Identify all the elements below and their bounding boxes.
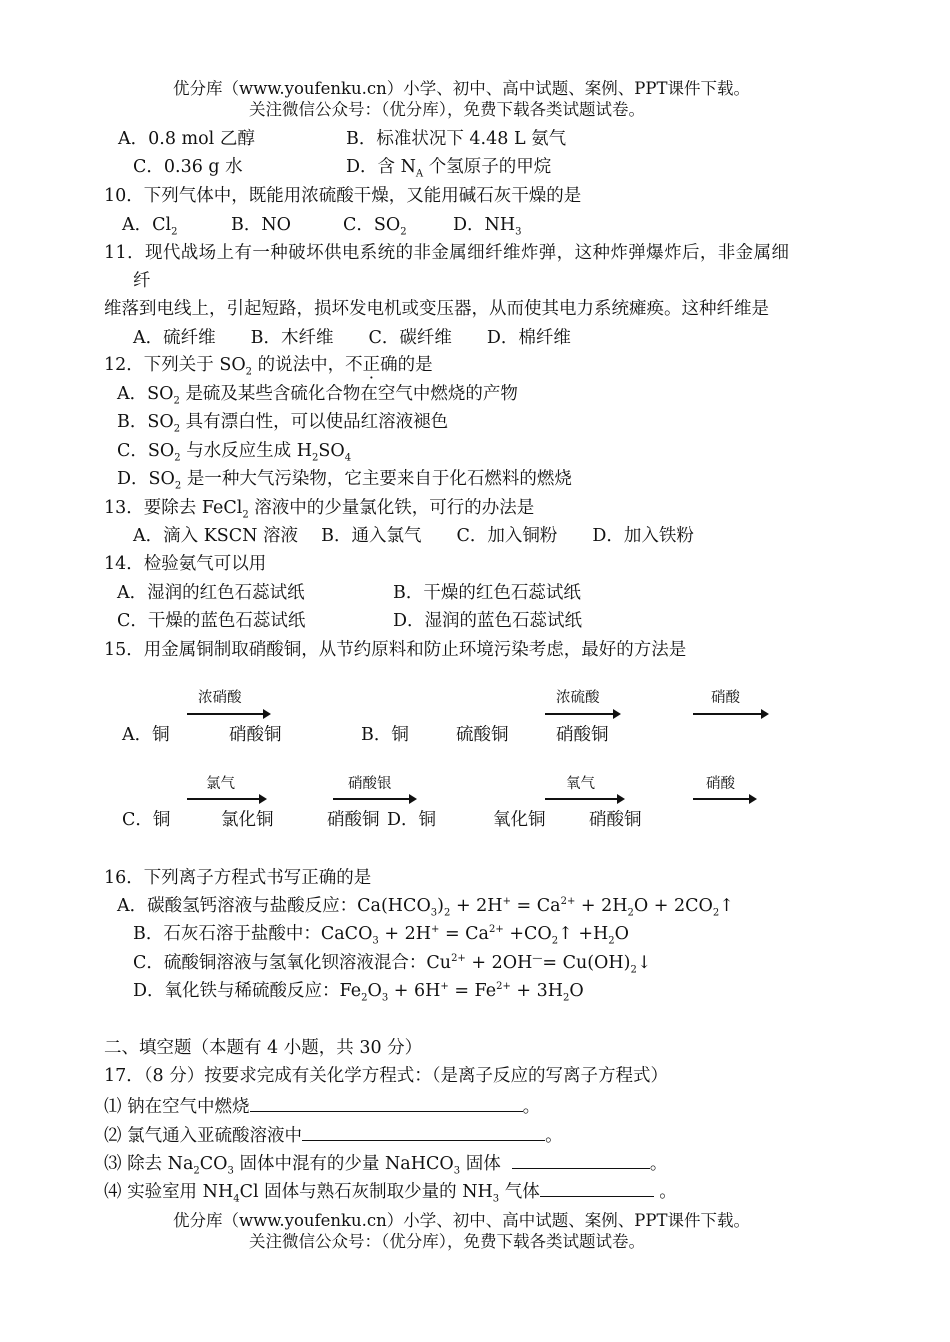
header-line-1: 优分库（www.youfenku.cn）小学、初中、高中试题、案例、PPT课件下载。 [173, 79, 750, 98]
q15-b-arrow-2 [693, 713, 767, 715]
q15-b-label: B．铜 [361, 725, 409, 745]
q12-option-c: C．$SO_2$ 与水反应生成 $H_2SO_4$ [117, 441, 352, 464]
q17-part-1: ⑴ 钠在空气中燃烧 。 [104, 1093, 540, 1118]
q9-option-c: C．0.36 g 水 [133, 157, 243, 177]
answer-blank-3[interactable] [512, 1150, 650, 1169]
q10-option-a: A．$Cl_2$ [122, 215, 178, 238]
q14-option-d: D．湿润的蓝色石蕊试纸 [393, 611, 583, 631]
q15-a-arrow [187, 713, 269, 715]
q11-stem-line-1: 11．现代战场上有一种破坏供电系统的非金属细纤维炸弹，这种炸弹爆炸后，非金属细 [104, 243, 790, 263]
q16-option-c: C．硫酸铜溶液与氢氧化钡溶液混合：$Cu^{2+} + 2OH^—=$ $Cu(OH)_2↓$ [133, 953, 652, 976]
header-line-2: 关注微信公众号：（优分库），免费下载各类试题试卷。 [249, 100, 645, 119]
q15-c-arrow1-label: 氯气 [206, 776, 235, 792]
footer-line-1: 优分库（www.youfenku.cn）小学、初中、高中试题、案例、PPT课件下载。 [173, 1211, 750, 1230]
q14-option-b: B．干燥的红色石蕊试纸 [393, 583, 581, 603]
q10-option-b: B．NO [231, 215, 292, 235]
emphasis-not-correct: 不正确 [345, 355, 398, 375]
q16-stem: 16．下列离子方程式书写正确的是 [104, 868, 372, 888]
q12-stem: 12．下列关于 $SO_2$ 的说法中，不正确的是 [104, 355, 433, 378]
q10-option-c: C．$SO_2$ [343, 215, 407, 238]
q15-c-arrow2-label: 硝酸银 [348, 776, 392, 792]
q15-b-arrow1-label: 浓硫酸 [556, 690, 600, 706]
q17-part-3: ⑶ 除去 $Na_2CO_3$ 固体中混有的少量 NaHCO$_3$ 固体 。 [104, 1150, 667, 1175]
q15-b-arrow-1 [545, 713, 619, 715]
q16-option-a: A．碳酸氢钙溶液与盐酸反应：$Ca(HCO_3)_2 + 2H^+ = Ca^{2+} + 2H_2O$ + $2CO_2↑$ [117, 896, 734, 919]
q10-option-d: D．$NH_3$ [453, 215, 522, 238]
q15-d-middle: 氧化铜 [493, 810, 546, 830]
q15-d-label: D．铜 [387, 810, 437, 830]
q14-option-a: A．湿润的红色石蕊试纸 [117, 583, 305, 603]
q15-c-arrow-1 [187, 798, 265, 800]
q12-option-b: B．$SO_2$ 具有漂白性，可以使品红溶液褪色 [117, 412, 449, 435]
q14-option-c: C．干燥的蓝色石蕊试纸 [117, 611, 306, 631]
q16-option-b: B．石灰石溶于盐酸中：CaCO$_3$ + $2H^+ = Ca^{2+}$ $+CO_2↑ +H_2O$ [133, 924, 629, 947]
q13-options: A．滴入 KSCN 溶液 B．通入氯气 C．加入铜粉 D．加入铁粉 [133, 526, 694, 546]
q15-c-middle: 氯化铜 [221, 810, 274, 830]
q17-stem: 17．（8 分）按要求完成有关化学方程式：（是离子反应的写离子方程式） [104, 1066, 668, 1086]
q15-d-product: 硝酸铜 [589, 810, 642, 830]
q15-a-label: A．铜 [122, 725, 170, 745]
q15-d-arrow1-label: 氧气 [566, 776, 595, 792]
q15-a-arrow-label: 浓硝酸 [198, 690, 242, 706]
footer-line-2: 关注微信公众号：（优分库），免费下载各类试题试卷。 [249, 1232, 645, 1251]
q15-c-arrow-2 [333, 798, 415, 800]
q10-stem: 10．下列气体中，既能用浓硫酸干燥，又能用碱石灰干燥的是 [104, 186, 582, 206]
answer-blank-1[interactable] [250, 1093, 523, 1112]
q15-b-arrow2-label: 硝酸 [711, 690, 740, 706]
q17-part-4: ⑷ 实验室用 $NH_4Cl$ 固体与熟石灰制取少量的 $NH_3$ 气体 。 [104, 1178, 677, 1203]
q9-option-d: D．含 $N_A$ 个氢原子的甲烷 [346, 157, 552, 180]
q11-stem-line-2: 维落到电线上，引起短路，损坏发电机或变压器，从而使其电力系统瘫痪。这种纤维是 [104, 299, 769, 319]
q15-stem: 15．用金属铜制取硝酸铜，从节约原料和防止环境污染考虑，最好的方法是 [104, 640, 687, 660]
q16-option-d: D．氧化铁与稀硫酸反应：$Fe_2O_3 + 6H^+ = Fe^{2+} + 3H_2O$ [133, 981, 584, 1004]
q14-stem: 14．检验氨气可以用 [104, 554, 267, 574]
q15-b-product: 硝酸铜 [556, 725, 609, 745]
q13-stem: 13．要除去 FeCl$_2$ 溶液中的少量氯化铁，可行的办法是 [104, 498, 535, 521]
q15-b-middle: 硫酸铜 [456, 725, 509, 745]
q11-options: A．硫纤维 B．木纤维 C．碳纤维 D．棉纤维 [133, 328, 571, 348]
q15-d-arrow-1 [545, 798, 623, 800]
q9-option-a: A．0.8 mol 乙醇 [118, 129, 255, 149]
q15-c-label: C．铜 [122, 810, 171, 830]
q11-stem-wrap: 纤 [133, 271, 151, 291]
q15-d-arrow2-label: 硝酸 [706, 776, 735, 792]
answer-blank-4[interactable] [540, 1178, 654, 1197]
q12-option-d: D．$SO_2$ 是一种大气污染物，它主要来自于化石燃料的燃烧 [117, 469, 572, 492]
q15-c-product: 硝酸铜 [327, 810, 380, 830]
q9-option-b: B．标准状况下 4.48 L 氨气 [346, 129, 567, 149]
answer-blank-2[interactable] [302, 1122, 545, 1141]
q15-d-arrow-2 [693, 798, 755, 800]
section-2-title: 二、填空题（本题有 4 小题，共 30 分） [104, 1038, 423, 1058]
q15-a-product: 硝酸铜 [229, 725, 282, 745]
q17-part-2: ⑵ 氯气通入亚硫酸溶液中 。 [104, 1122, 563, 1147]
q12-option-a: A．$SO_2$ 是硫及某些含硫化合物在空气中燃烧的产物 [117, 384, 518, 407]
